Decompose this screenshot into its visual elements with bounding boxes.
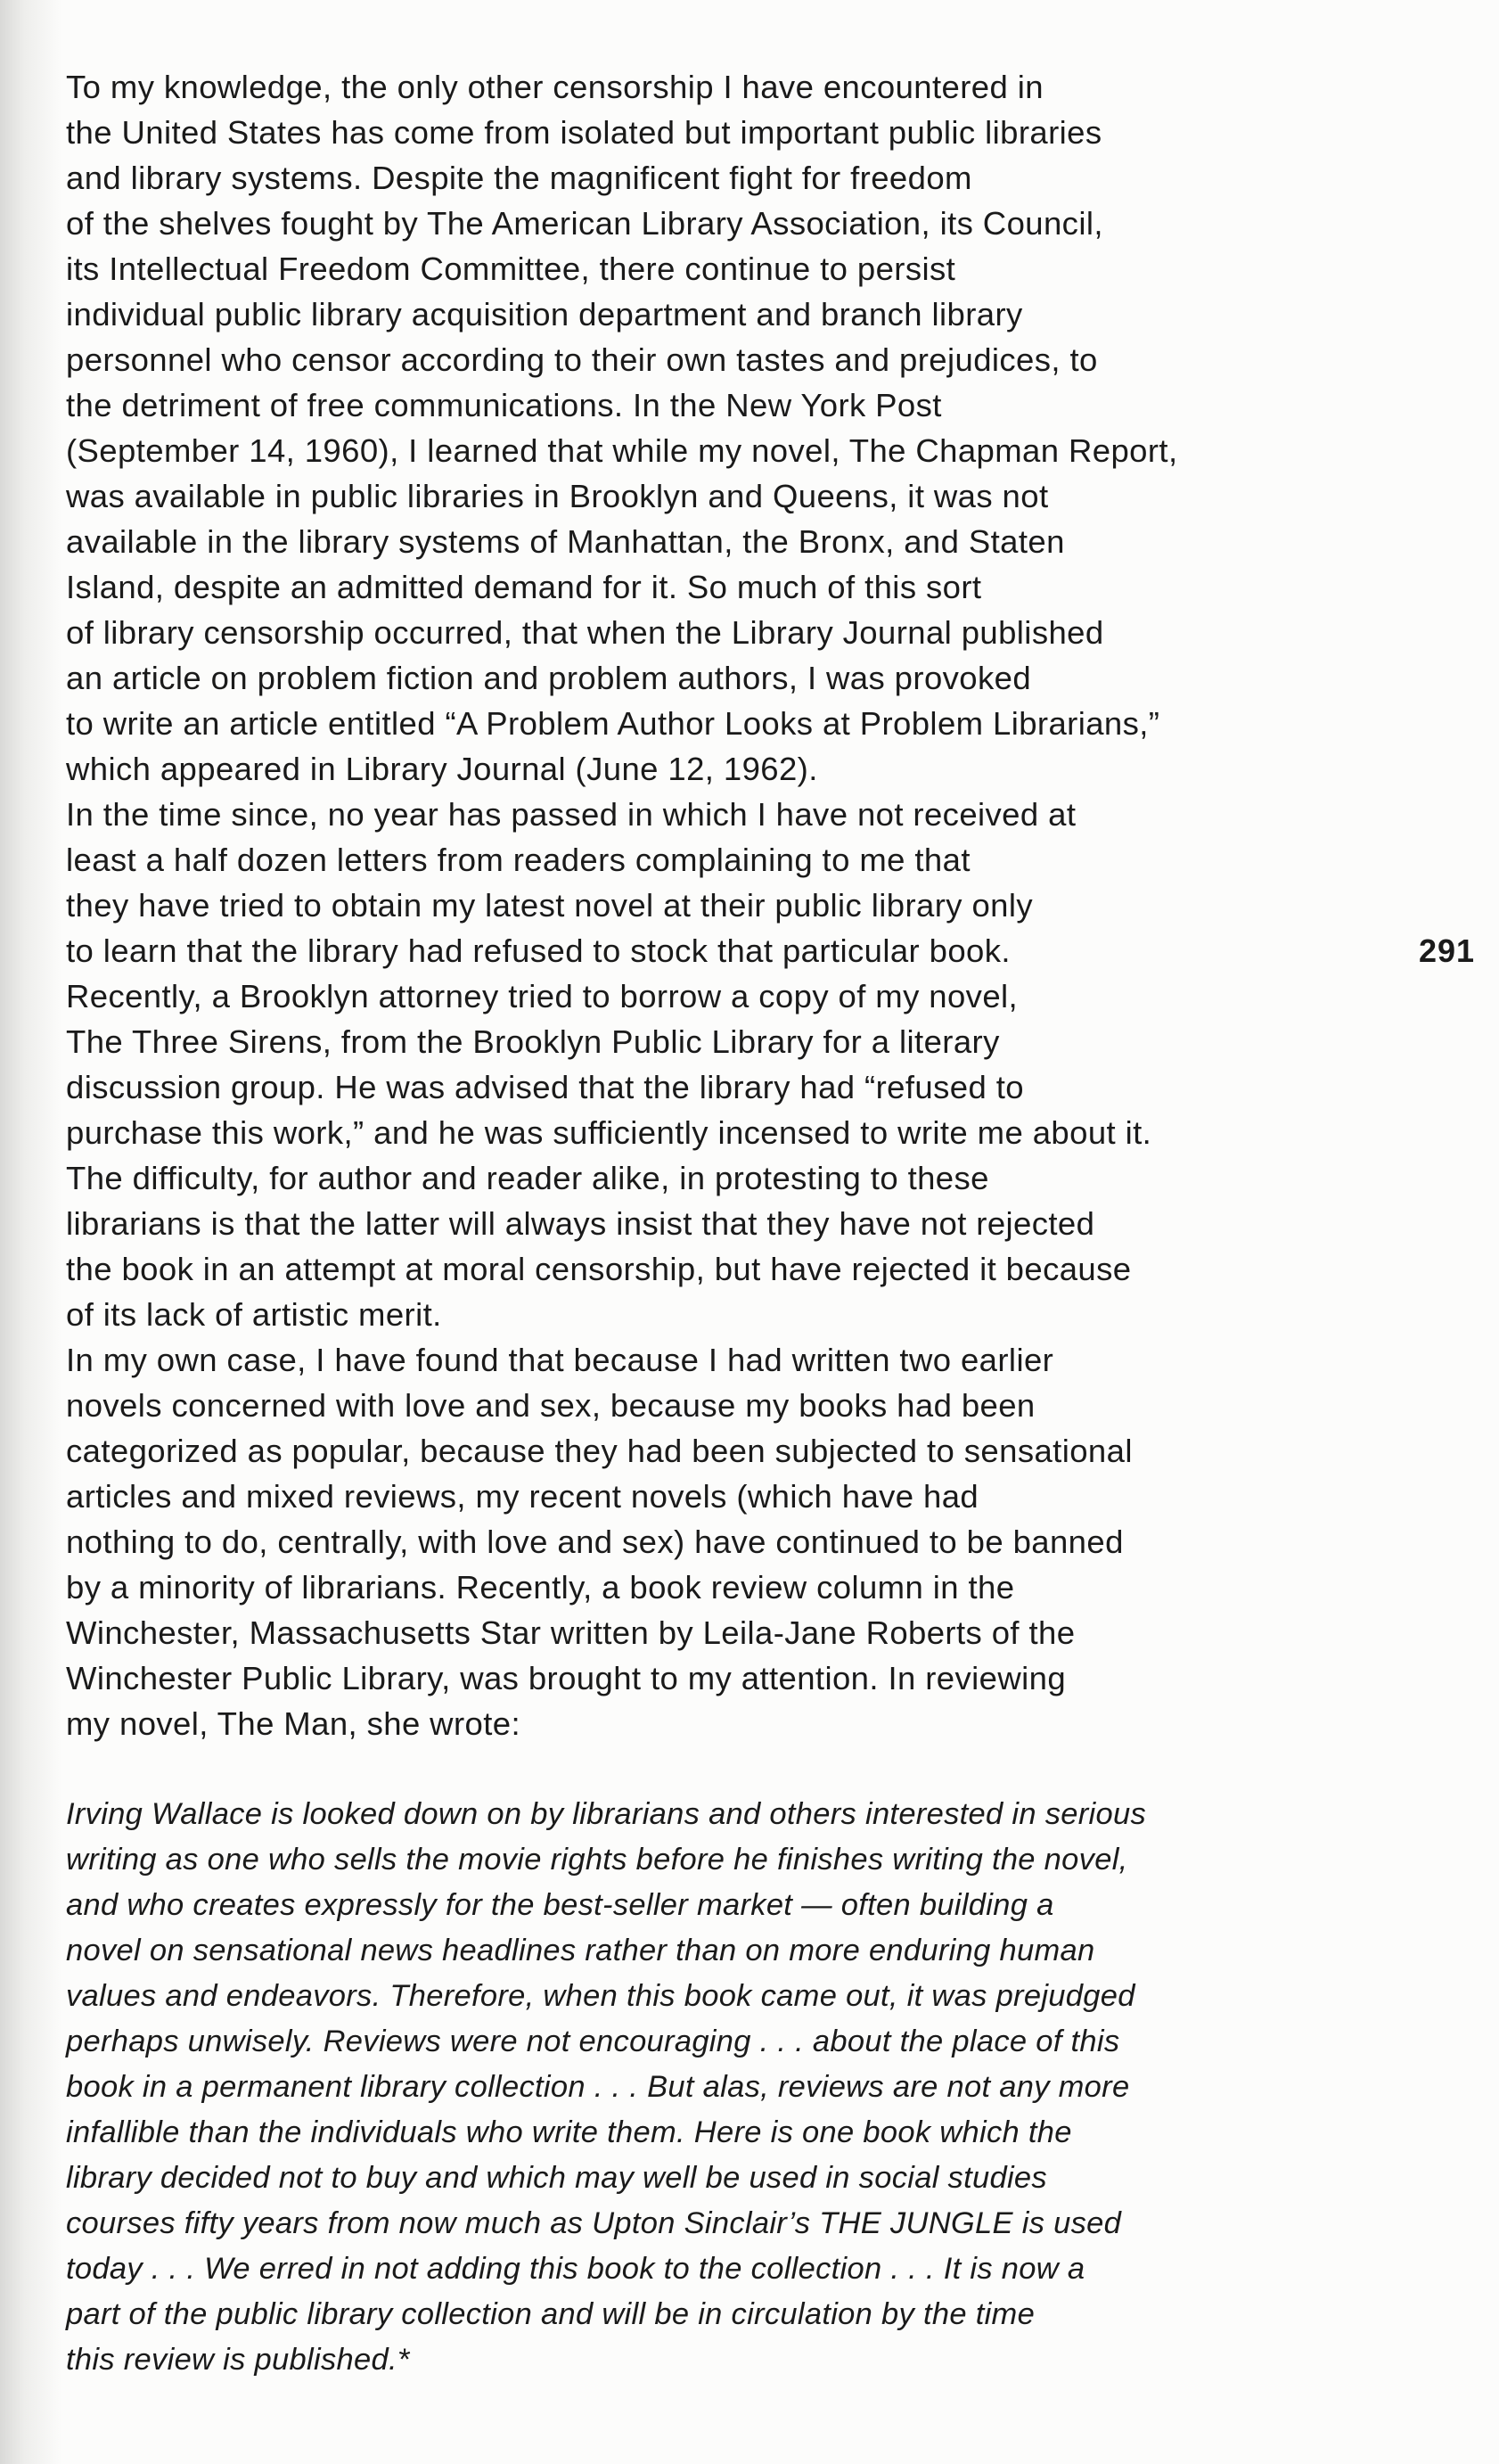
text-line: novels concerned with love and sex, because my books had been <box>66 1387 1036 1424</box>
quote-line: part of the public library collection and will be in circulation by the time <box>66 2297 1036 2331</box>
paragraph-library-censorship <box>66 64 1260 792</box>
text-line: librarians is that the latter will always insist that they have not rejected <box>66 1205 1095 1242</box>
text-line: least a half dozen letters from readers complaining to me that <box>66 842 971 878</box>
quote-line: and who creates expressly for the best-seller market — often building a <box>66 1888 1054 1922</box>
text-line: articles and mixed reviews, my recent novels (which have had <box>66 1478 979 1515</box>
quote-line: infallible than the individuals who write them. Here is one book which the <box>66 2115 1072 2149</box>
text-line: the detriment of free communications. In the New York Post <box>66 387 942 423</box>
text-line: my novel, The Man, she wrote: <box>66 1705 520 1742</box>
text-line: was available in public libraries in Brooklyn and Queens, it was not <box>66 478 1049 514</box>
text-line: Island, despite an admitted demand for it. So much of this sort <box>66 569 982 605</box>
quote-line: writing as one who sells the movie rights before he finishes writing the novel, <box>66 1843 1128 1877</box>
text-line: In the time since, no year has passed in which I have not received at <box>66 796 1077 833</box>
quote-line: perhaps unwisely. Reviews were not encouraging . . . about the place of this <box>66 2025 1120 2058</box>
text-line: the book in an attempt at moral censorship, but have rejected it because <box>66 1251 1132 1287</box>
text-line: To my knowledge, the only other censorship I have encountered in <box>66 69 1044 105</box>
block-quote-review <box>66 1792 1260 2383</box>
text-line: Winchester Public Library, was brought to my attention. In reviewing <box>66 1660 1067 1696</box>
text-line: by a minority of librarians. Recently, a book review column in the <box>66 1569 1015 1606</box>
text-line: available in the library systems of Manhattan, the Bronx, and Staten <box>66 523 1065 560</box>
text-line: In my own case, I have found that because I had written two earlier <box>66 1342 1054 1378</box>
quote-line: courses fifty years from now much as Upton Sinclair’s THE JUNGLE is used <box>66 2206 1122 2240</box>
text-line: categorized as popular, because they had been subjected to sensational <box>66 1433 1133 1469</box>
text-line: to write an article entitled “A Problem Author Looks at Problem Librarians,” <box>66 705 1160 742</box>
quote-line: book in a permanent library collection . . . But alas, reviews are not any more <box>66 2070 1130 2104</box>
page-body <box>66 64 1260 2383</box>
text-line: purchase this work,” and he was sufficiently incensed to write me about it. <box>66 1114 1152 1151</box>
text-line: Winchester, Massachusetts Star written by Leila-Jane Roberts of the <box>66 1614 1076 1651</box>
text-line: an article on problem fiction and problem authors, I was provoked <box>66 660 1032 696</box>
text-line: The Three Sirens, from the Brooklyn Public Library for a literary <box>66 1023 1000 1060</box>
page-number: 291 <box>1419 932 1476 969</box>
text-line: of library censorship occurred, that when the Library Journal published <box>66 614 1104 651</box>
text-line: individual public library acquisition department and branch library <box>66 296 1023 333</box>
text-line: of its lack of artistic merit. <box>66 1296 442 1333</box>
text-line: the United States has come from isolated but important public libraries <box>66 114 1102 151</box>
quote-line: this review is published.* <box>66 2343 410 2377</box>
text-line: which appeared in Library Journal (June 12, 1962). <box>66 751 818 787</box>
quote-line: novel on sensational news headlines rather than on more enduring human <box>66 1934 1095 1967</box>
text-line: (September 14, 1960), I learned that while my novel, The Chapman Report, <box>66 432 1178 469</box>
text-line: discussion group. He was advised that the library had “refused to <box>66 1069 1024 1105</box>
quote-line: Irving Wallace is looked down on by librarians and others interested in serious <box>66 1797 1147 1831</box>
paragraph-own-case <box>66 1337 1260 1746</box>
text-line: to learn that the library had refused to stock that particular book. <box>66 932 1011 969</box>
quote-line: today . . . We erred in not adding this book to the collection . . . It is now a <box>66 2252 1085 2286</box>
text-line: its Intellectual Freedom Committee, there continue to persist <box>66 251 956 287</box>
text-line: personnel who censor according to their own tastes and prejudices, to <box>66 341 1098 378</box>
text-line: and library systems. Despite the magnificent fight for freedom <box>66 160 972 196</box>
text-line: nothing to do, centrally, with love and sex) have continued to be banned <box>66 1524 1124 1560</box>
quote-line: library decided not to buy and which may well be used in social studies <box>66 2161 1047 2195</box>
text-line: of the shelves fought by The American Library Association, its Council, <box>66 205 1103 242</box>
text-line: Recently, a Brooklyn attorney tried to borrow a copy of my novel, <box>66 978 1019 1014</box>
paragraph-reader-letters <box>66 792 1260 1337</box>
text-line: The difficulty, for author and reader alike, in protesting to these <box>66 1160 989 1196</box>
text-line: they have tried to obtain my latest novel at their public library only <box>66 887 1034 924</box>
quote-line: values and endeavors. Therefore, when this book came out, it was prejudged <box>66 1979 1135 2013</box>
page-edge-shadow <box>0 0 62 2464</box>
